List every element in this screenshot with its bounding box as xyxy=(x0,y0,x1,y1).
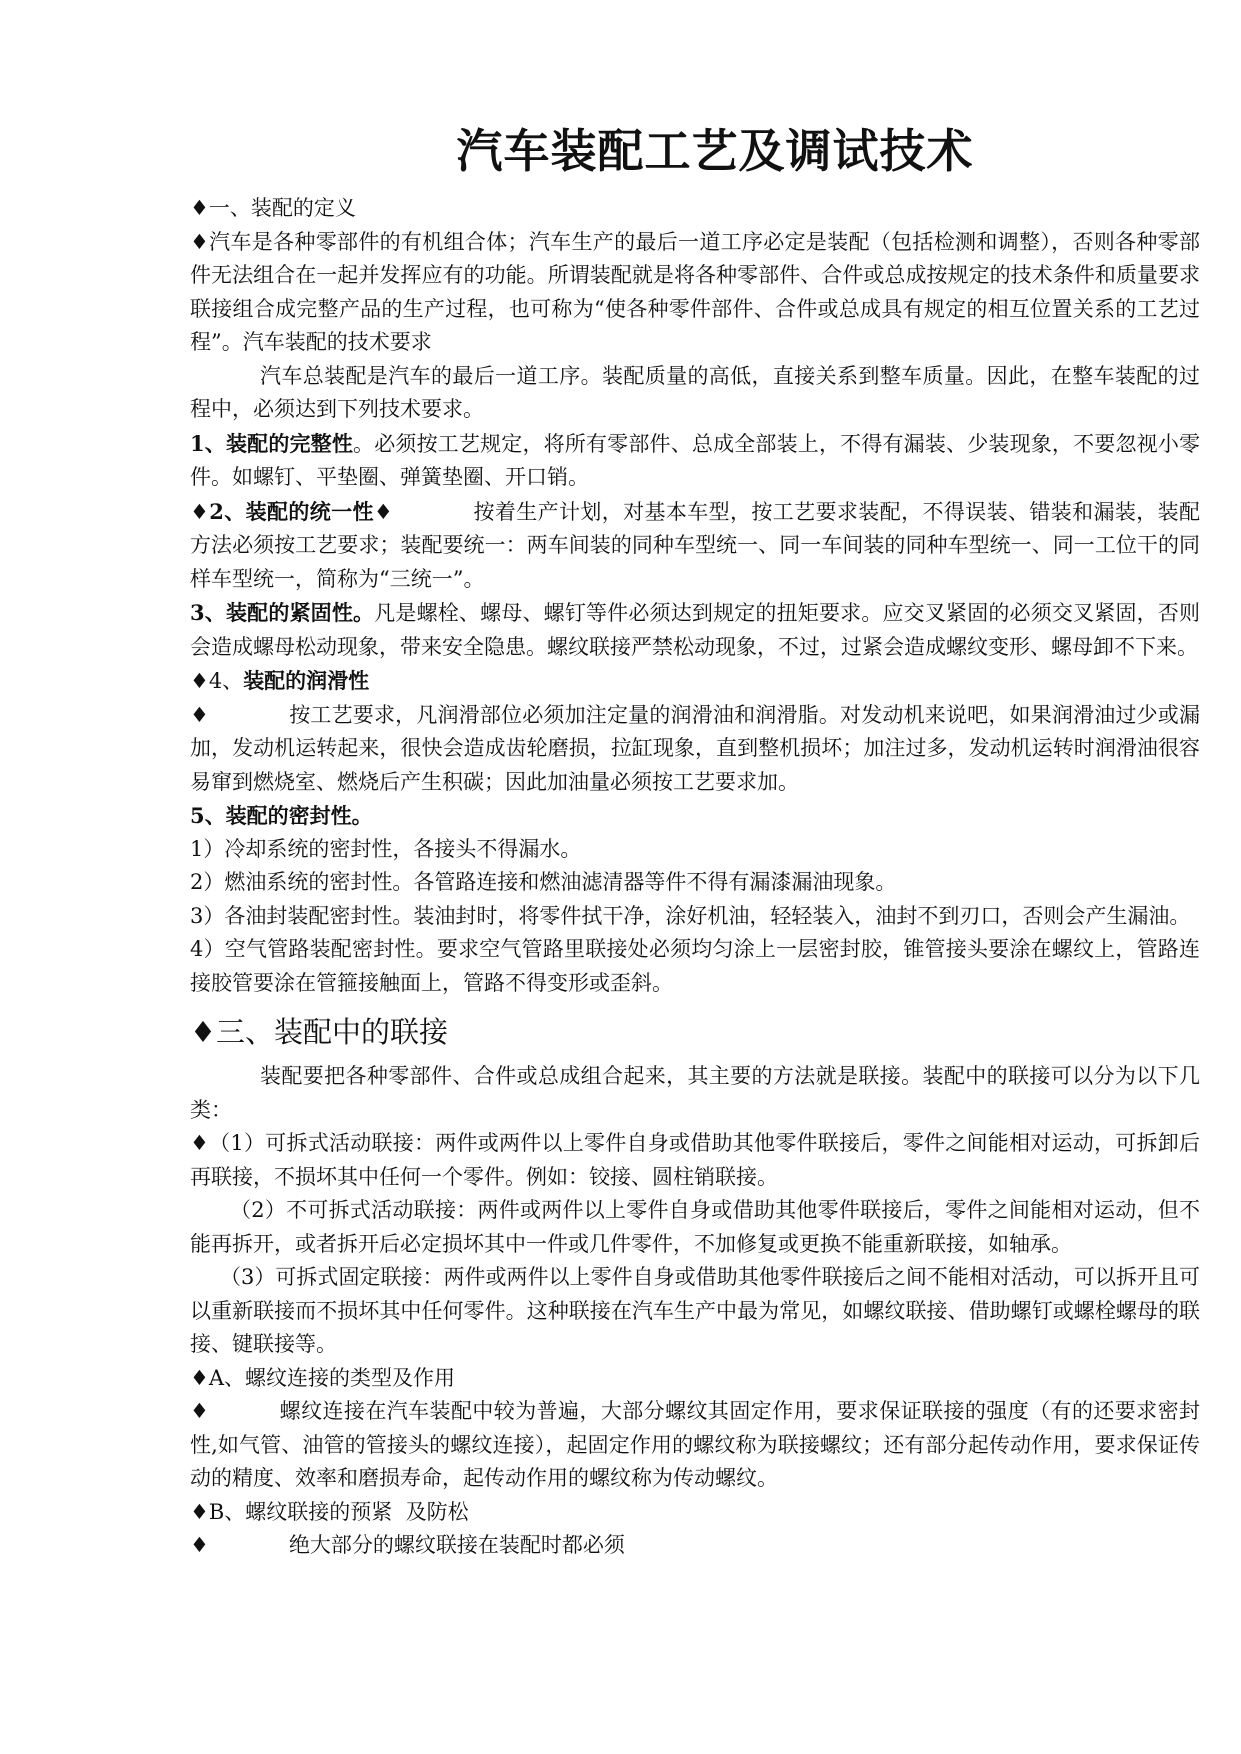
seal-item-1: 1）冷却系统的密封性，各接头不得漏水。 xyxy=(190,836,582,861)
requirement-1 xyxy=(190,427,1200,495)
requirement-4-bullet: ♦ xyxy=(190,702,210,727)
requirement-5-heading: 5、装配的密封性。 xyxy=(190,803,373,828)
requirement-3 xyxy=(190,596,1200,664)
requirement-4-prefix: ♦4、 xyxy=(190,669,244,693)
connection-type-2: （2）不可拆式活动联接：两件或两件以上零件自身或借助其他零件联接后，零件之间能相对运动，但不能再拆开，或者拆开后必定损坏其中一件或几件零件，不加修复或更换不能重新联接，如轴承。 xyxy=(190,1198,1200,1256)
requirement-4-heading xyxy=(190,664,1200,699)
subsection-a-text-block xyxy=(190,1395,1200,1496)
requirement-4-text: 按工艺要求，凡润滑部位必须加注定量的润滑油和润滑脂。对发动机来说吧，如果润滑油过少或漏加，发动机运转起来，很快会造成齿轮磨损，拉缸现象，直到整机损坏；加注过多，发动机运转时润滑油很容易窜到燃烧室、燃烧后产生积碳；因此加油量必须按工艺要求加。 xyxy=(190,702,1200,794)
section-1-paragraph-1: ♦汽车是各种零部件的有机组合体；汽车生产的最后一道工序必定是装配（包括检测和调整），否则各种零部件无法组合在一起并发挥应有的功能。所谓装配就是将各种零部件、合件或总成按规定的技术条件和质量要求联接组合成完整产品的生产过程，也可称为“使各种零件部件、合件或总成具有规定的相互位置关系的工艺过程”。汽车装配的技术要求 xyxy=(190,229,1200,354)
requirement-4-text-block xyxy=(190,699,1200,800)
seal-item-3: 3）各油封装配密封性。装油封时，将零件拭干净，涂好机油，轻轻装入，油封不到刃口，否则会产生漏油。 xyxy=(190,903,1191,928)
requirement-1-label: 1、装配的完整性 xyxy=(190,430,354,456)
section-3-heading: ♦三、装配中的联接 xyxy=(190,1015,448,1049)
requirement-2-label: ♦2、装配的统一性♦ xyxy=(190,498,394,524)
subsection-b-text: 绝大部分的螺纹联接在装配时都必须 xyxy=(288,1533,625,1557)
document-page xyxy=(190,120,1200,1563)
section-3-intro: 装配要把各种零部件、合件或总成组合起来，其主要的方法就是联接。装配中的联接可以分为以下几类： xyxy=(190,1064,1200,1122)
seal-item-4: 4）空气管路装配密封性。要求空气管路里联接处必须均匀涂上一层密封胶，锥管接头要涂在螺纹上，管路连接胶管要涂在管箍接触面上，管路不得变形或歪斜。 xyxy=(190,937,1200,995)
section-1-paragraph-2: 汽车总装配是汽车的最后一道工序。装配质量的高低，直接关系到整车质量。因此，在整车装配的过程中，必须达到下列技术要求。 xyxy=(190,363,1200,421)
requirement-3-text: 凡是螺栓、螺母、螺钉等件必须达到规定的扭矩要求。应交叉紧固的必须交叉紧固，否则会造成螺母松动现象，带来安全隐患。螺纹联接严禁松动现象，不过，过紧会造成螺纹变形、螺母卸不下来。 xyxy=(190,601,1200,659)
subsection-b-bullet: ♦ xyxy=(190,1533,209,1557)
requirement-2 xyxy=(190,495,1200,597)
document-title: 汽车装配工艺及调试技术 xyxy=(456,124,974,178)
connection-type-1: ♦（1）可拆式活动联接：两件或两件以上零件自身或借助其他零件联接后，零件之间能相对运动，可拆卸后再联接，不损坏其中任何一个零件。例如：铰接、圆柱销联接。 xyxy=(190,1131,1200,1189)
subsection-a-heading: ♦A、螺纹连接的类型及作用 xyxy=(190,1365,455,1390)
subsection-a-text: 螺纹连接在汽车装配中较为普遍，大部分螺纹其固定作用，要求保证联接的强度（有的还要求密封性,如气管、油管的管接头的螺纹连接），起固定作用的螺纹称为联接螺纹；还有部分起传动作用，要求保证传动的精度、效率和磨损寿命，起传动作用的螺纹称为传动螺纹。 xyxy=(190,1399,1201,1490)
requirement-3-label: 3、装配的紧固性。 xyxy=(190,600,375,625)
requirement-1-text: 。必须按工艺规定，将所有零部件、总成全部装上，不得有漏装、少装现象，不要忽视小零件。如螺钉、平垫圈、弹簧垫圈、开口销。 xyxy=(190,431,1200,489)
subsection-a-bullet: ♦ xyxy=(190,1399,210,1423)
subsection-b-text-block xyxy=(190,1529,1200,1563)
section-1-heading: ♦一、装配的定义 xyxy=(190,196,356,220)
subsection-b-heading: ♦B、螺纹联接的预紧 及防松 xyxy=(190,1499,469,1524)
seal-item-2: 2）燃油系统的密封性。各管路连接和燃油滤清器等件不得有漏漆漏油现象。 xyxy=(190,870,897,894)
requirement-2-text: 按着生产计划，对基本车型，按工艺要求装配，不得误装、错装和漏装，装配方法必须按工艺要求；装配要统一：两车间装的同种车型统一、同一车间装的同种车型统一、同一工位干的同样车型统一，简称为“三统一”。 xyxy=(190,499,1201,591)
connection-type-3: （3）可拆式固定联接：两件或两件以上零件自身或借助其他零件联接后之间不能相对活动，可以拆开且可以重新联接而不损坏其中任何零件。这种联接在汽车生产中最为常见，如螺纹联接、借助螺钉或螺栓螺母的联接、键联接等。 xyxy=(190,1265,1200,1356)
requirement-4-label: 装配的润滑性 xyxy=(243,668,370,693)
